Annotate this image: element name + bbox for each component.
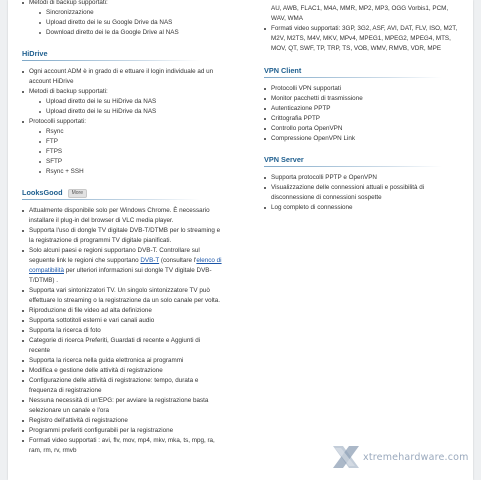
list-item: Supporta l'uso di dongle TV digitale DVB-T/DTMB per lo streaming e la registrazione di programmi TV digitale pianificati. bbox=[22, 226, 222, 246]
divider bbox=[22, 60, 200, 61]
list-item: Ogni account ADM è in grado di e ettuare il login individuale ad un account HiDrive bbox=[22, 67, 222, 87]
section-title-hidrive: HiDrive bbox=[22, 49, 48, 58]
sub-list bbox=[29, 8, 222, 38]
list-item: Supporta protocolli PPTP e OpenVPN bbox=[264, 173, 464, 183]
list-item: Riproduzione di file video ad alta definizione bbox=[22, 306, 222, 316]
vpn-server-list bbox=[264, 173, 464, 213]
divider bbox=[22, 199, 200, 200]
list-item: Visualizzazione delle connessioni attuali e possibilità di disconnessione di connessioni sospette bbox=[264, 183, 464, 203]
audio-formats-tail: AU, AWB, FLAC1, M4A, MMR, MP2, MP3, OGG Vorbis1, PCM, WAV, WMA bbox=[271, 5, 449, 22]
list-item: Programmi preferiti configurabili per la registrazione bbox=[22, 426, 222, 436]
list-item: Crittografia PPTP bbox=[264, 114, 464, 124]
list-item: Log completo di connessione bbox=[264, 203, 464, 213]
list-item: Metodi di backup supportati: Upload diretto dei le su HiDrive da NAS Upload diretto dei le su HiDrive da NAS bbox=[22, 87, 222, 117]
compatibility-list-link[interactable]: elenco di compatibilità bbox=[29, 257, 222, 274]
list-item: Supporta sottotitoli esterni e vari canali audio bbox=[22, 316, 222, 326]
dvb-t-link[interactable]: DVB-T bbox=[140, 257, 160, 264]
list-item: Formati video supportati: 3GP, 3G2, ASF, AVI, DAT, FLV, ISO, M2T, M2V, M2TS, M4V, MKV, MPv4, MPEG1, MPEG2, MPEG4, MTS, MOV, QT, SWF, TP, TRP, TS, VOB, WMV, RMVB, VDR, MPE bbox=[264, 24, 464, 54]
sub-list bbox=[29, 127, 222, 177]
divider bbox=[264, 166, 442, 167]
xtreme-x-logo-icon bbox=[329, 442, 363, 472]
list-item: FTPS bbox=[39, 147, 222, 157]
list-item: Upload diretto dei le su Google Drive da NAS bbox=[39, 18, 222, 28]
list-item: Compressione OpenVPN Link bbox=[264, 134, 464, 144]
list-item: Rsync bbox=[39, 127, 222, 137]
section-title-looksgood: LooksGood More bbox=[22, 187, 222, 198]
list-item: Autenticazione PPTP bbox=[264, 104, 464, 114]
list-item: Attualmente disponibile solo per Windows Chrome. È necessario installare il plug-in del browser di VLC media player. bbox=[22, 206, 222, 226]
list-item: Rsync + SSH bbox=[39, 167, 222, 177]
list-item: Categorie di ricerca Preferiti, Guardati di recente e Aggiunti di recente bbox=[22, 336, 222, 356]
watermark bbox=[329, 442, 469, 472]
left-column bbox=[22, 0, 222, 456]
list-item-dvb: Solo alcuni paesi e regioni supportano DVB-T. Controllare sul seguente link le regioni che supportano DVB-T (consultare l'elenco di compatibilità per ulteriori informazioni sui dongle TV digitale DVB-T/DTMB) . bbox=[22, 246, 222, 286]
watermark-text: xtremehardware.com bbox=[363, 452, 469, 463]
list-item: Supporta la ricerca di foto bbox=[22, 326, 222, 336]
vpn-client-list bbox=[264, 84, 464, 144]
sub-list bbox=[29, 97, 222, 117]
list-item: Upload diretto dei le su HiDrive da NAS bbox=[39, 107, 222, 117]
divider bbox=[264, 77, 442, 78]
list-item: FTP bbox=[39, 137, 222, 147]
page bbox=[8, 0, 473, 480]
looksgood-list bbox=[22, 206, 222, 456]
list-item: Protocolli supportati: Rsync FTP FTPS SFTP Rsync + SSH bbox=[22, 117, 222, 177]
section-title-vpn-server: VPN Server bbox=[264, 155, 304, 164]
list-item: Metodi di backup supportati: Sincronizzazione Upload diretto dei le su Google Drive da NAS Download diretto dei le da Google Drive al NAS bbox=[22, 0, 222, 38]
list-item: Supporta vari sintonizzatori TV. Un singolo sintonizzatore TV può effettuare lo streaming o la registrazione da un solo canale per volta. bbox=[22, 286, 222, 306]
more-button[interactable]: More bbox=[68, 189, 87, 198]
list-item: Upload diretto dei le su HiDrive da NAS bbox=[39, 97, 222, 107]
list-item: Monitor pacchetti di trasmissione bbox=[264, 94, 464, 104]
list-item: Protocolli VPN supportati bbox=[264, 84, 464, 94]
backup-list-top bbox=[22, 0, 222, 38]
list-item: Sincronizzazione bbox=[39, 8, 222, 18]
list-item: Configurazione delle attività di registrazione: tempo, durata e frequenza di registrazione bbox=[22, 376, 222, 396]
right-column bbox=[264, 0, 464, 213]
list-item: Controllo porta OpenVPN bbox=[264, 124, 464, 134]
hidrive-list bbox=[22, 67, 222, 177]
section-title-vpn-client: VPN Client bbox=[264, 66, 302, 75]
list-item: Modifica e gestione delle attività di registrazione bbox=[22, 366, 222, 376]
list-item: Formati video supportati : avi, flv, mov, mp4, mkv, mka, ts, mpg, ra, ram, rm, rv, rmvb bbox=[22, 436, 222, 456]
list-item: Registro dell'attività di registrazione bbox=[22, 416, 222, 426]
list-item: Supporta la ricerca nella guida elettronica ai programmi bbox=[22, 356, 222, 366]
list-item: Download diretto dei le da Google Drive al NAS bbox=[39, 28, 222, 38]
list-item: SFTP bbox=[39, 157, 222, 167]
formats-list bbox=[264, 4, 464, 54]
list-item: Nessuna necessità di un'EPG: per avviare la registrazione basta selezionare un canale e l'ora bbox=[22, 396, 222, 416]
